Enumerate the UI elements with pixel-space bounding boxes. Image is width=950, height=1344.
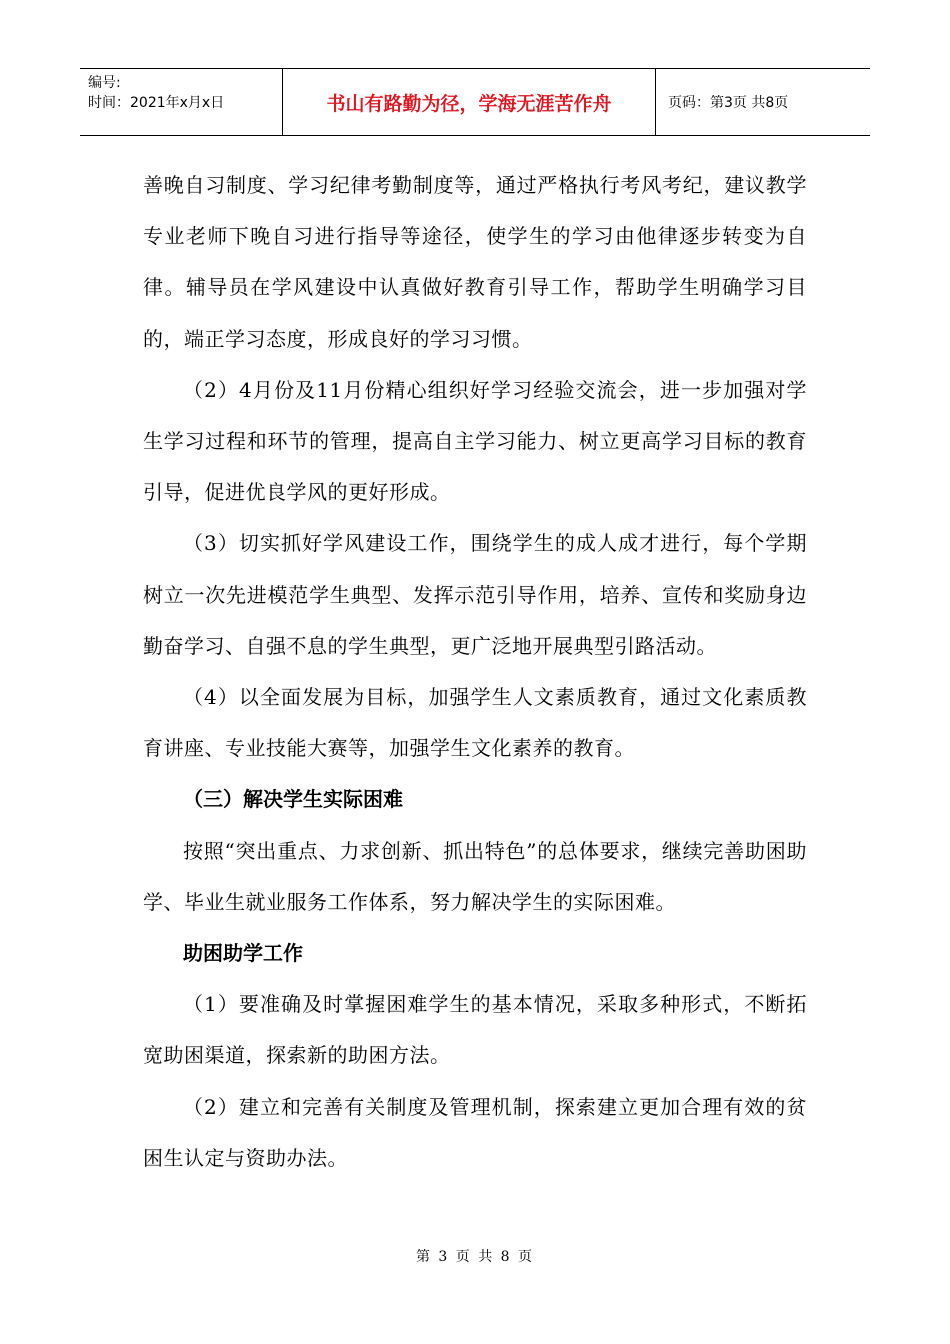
paragraph-section-intro: 按照“突出重点、力求创新、抓出特色”的总体要求，继续完善助困助学、毕业生就业服务工作体系，努力解决学生的实际困难。 xyxy=(143,838,807,914)
section-heading-3: （三）解决学生实际困难 xyxy=(183,787,403,812)
paragraph-item-4: （4）以全面发展为目标，加强学生人文素质教育，通过文化素质教育讲座、专业技能大赛等，加强学生文化素养的教育。 xyxy=(143,685,807,761)
document-date-label: 时间：2021年x月x日 xyxy=(88,95,225,111)
subsection-heading: 助困助学工作 xyxy=(183,941,303,966)
header-meta xyxy=(80,69,282,135)
header-page-code: 页码：第3页 共8页 xyxy=(668,95,789,111)
paragraph-continued: 善晚自习制度、学习纪律考勤制度等，通过严格执行考风考纪，建议教学专业老师下晚自习进行指导等途径，使学生的学习由他律逐步转变为自律。辅导员在学风建设中认真做好教育引导工作，帮助学生明确学习目的，端正学习态度，形成良好的学习习惯。 xyxy=(143,173,807,351)
paragraph-aid-item-2: （2）建立和完善有关制度及管理机制，探索建立更加合理有效的贫困生认定与资助办法。 xyxy=(143,1094,807,1170)
page-footer: 第 3 页 共 8 页 xyxy=(415,1249,535,1265)
paragraph-aid-item-1: （1）要准确及时掌握困难学生的基本情况，采取多种形式，不断拓宽助困渠道，探索新的助困方法。 xyxy=(143,992,807,1068)
paragraph-item-3: （3）切实抓好学风建设工作，围绕学生的成人成才进行，每个学期树立一次先进模范学生典型、发挥示范引导作用，培养、宣传和奖励身边勤奋学习、自强不息的学生典型，更广泛地开展典型引路活动。 xyxy=(143,531,807,658)
page-header xyxy=(80,68,870,136)
header-motto: 书山有路勤为径，学海无涯苦作舟 xyxy=(282,69,656,135)
paragraph-item-2: （2）4月份及11月份精心组织好学习经验交流会，进一步加强对学生学习过程和环节的管理，提高自主学习能力、树立更高学习目标的教育引导，促进优良学风的更好形成。 xyxy=(143,377,807,505)
document-number-label: 编号: xyxy=(88,75,121,91)
document-body xyxy=(143,160,807,1184)
